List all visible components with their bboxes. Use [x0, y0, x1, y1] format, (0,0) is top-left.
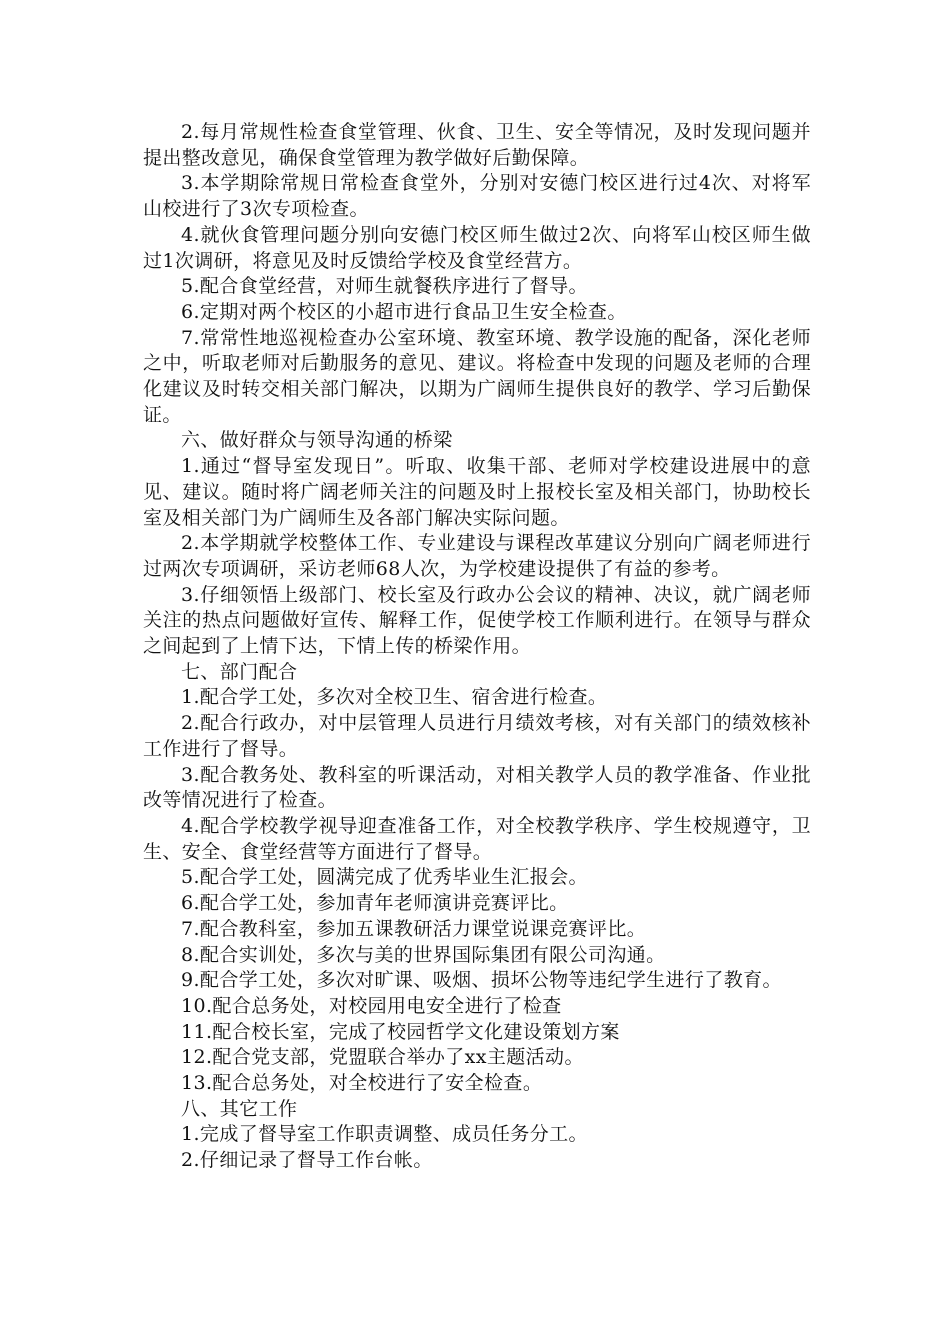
paragraph: 8.配合实训处，多次与美的世界国际集团有限公司沟通。 [181, 943, 666, 966]
section-heading: 六、做好群众与领导沟通的桥梁 [181, 429, 453, 452]
paragraph: 4.配合学校教学视导迎查准备工作，对全校教学秩序、学生校规遵守，卫生、安全、食堂经营等方面进行了督导。 [143, 814, 811, 863]
paragraph: 5.配合学工处，圆满完成了优秀毕业生汇报会。 [181, 866, 588, 889]
paragraph: 3.配合教务处、教科室的听课活动，对相关教学人员的教学准备、作业批改等情况进行了检查。 [143, 763, 811, 812]
paragraph: 2.配合行政办，对中层管理人员进行月绩效考核，对有关部门的绩效核补工作进行了督导。 [143, 712, 811, 760]
paragraph: 1.配合学工处，多次对全校卫生、宿舍进行检查。 [181, 686, 608, 709]
paragraph: 3.仔细领悟上级部门、校长室及行政办公会议的精神、决议，就广阔老师关注的热点问题做好宣传、解释工作，促使学校工作顺利进行。在领导与群众之间起到了上情下达，下情上传的桥梁作用。 [143, 583, 811, 658]
paragraph: 7.配合教科室，参加五课教研活力课堂说课竞赛评比。 [181, 917, 647, 940]
document-body [143, 120, 811, 1174]
paragraph: 6.定期对两个校区的小超市进行食品卫生安全检查。 [181, 300, 627, 323]
paragraph: 12.配合党支部，党盟联合举办了xx主题活动。 [181, 1046, 584, 1069]
paragraph: 4.就伙食管理问题分别向安德门校区师生做过2次、向将军山校区师生做过1次调研，将意见及时反馈给学校及食堂经营方。 [143, 223, 811, 272]
paragraph: 2.本学期就学校整体工作、专业建设与课程改革建议分别向广阔老师进行过两次专项调研，采访老师68人次，为学校建设提供了有益的参考。 [143, 532, 811, 580]
section-heading: 七、部门配合 [181, 660, 298, 683]
paragraph: 10.配合总务处，对校园用电安全进行了检查 [181, 994, 562, 1017]
paragraph: 5.配合食堂经营，对师生就餐秩序进行了督导。 [181, 275, 588, 298]
paragraph: 2.每月常规性检查食堂管理、伙食、卫生、安全等情况，及时发现问题并提出整改意见，确保食堂管理为教学做好后勤保障。 [143, 121, 811, 169]
paragraph: 1.通过“督导室发现日”。听取、收集干部、老师对学校建设进展中的意见、建议。随时将广阔老师关注的问题及时上报校长室及相关部门，协助校长室及相关部门为广阔师生及各部门解决实际问题。 [143, 455, 811, 529]
paragraph: 9.配合学工处，多次对旷课、吸烟、损坏公物等违纪学生进行了教育。 [181, 969, 782, 992]
section-heading: 八、其它工作 [181, 1097, 298, 1120]
paragraph: 3.本学期除常规日常检查食堂外，分别对安德门校区进行过4次、对将军山校进行了3次专项检查。 [143, 172, 811, 221]
paragraph: 6.配合学工处，参加青年老师演讲竞赛评比。 [181, 892, 569, 915]
paragraph: 11.配合校长室，完成了校园哲学文化建设策划方案 [181, 1020, 620, 1043]
paragraph: 7.常常性地巡视检查办公室环境、教室环境、教学设施的配备，深化老师之中，听取老师对后勤服务的意见、建议。将检查中发现的问题及老师的合理化建议及时转交相关部门解决，以期为广阔师生提供良好的教学、学习后勤保证。 [143, 326, 811, 426]
paragraph: 13.配合总务处，对全校进行了安全检查。 [181, 1072, 543, 1095]
paragraph: 1.完成了督导室工作职责调整、成员任务分工。 [181, 1123, 588, 1146]
paragraph: 2.仔细记录了督导工作台帐。 [181, 1149, 433, 1172]
